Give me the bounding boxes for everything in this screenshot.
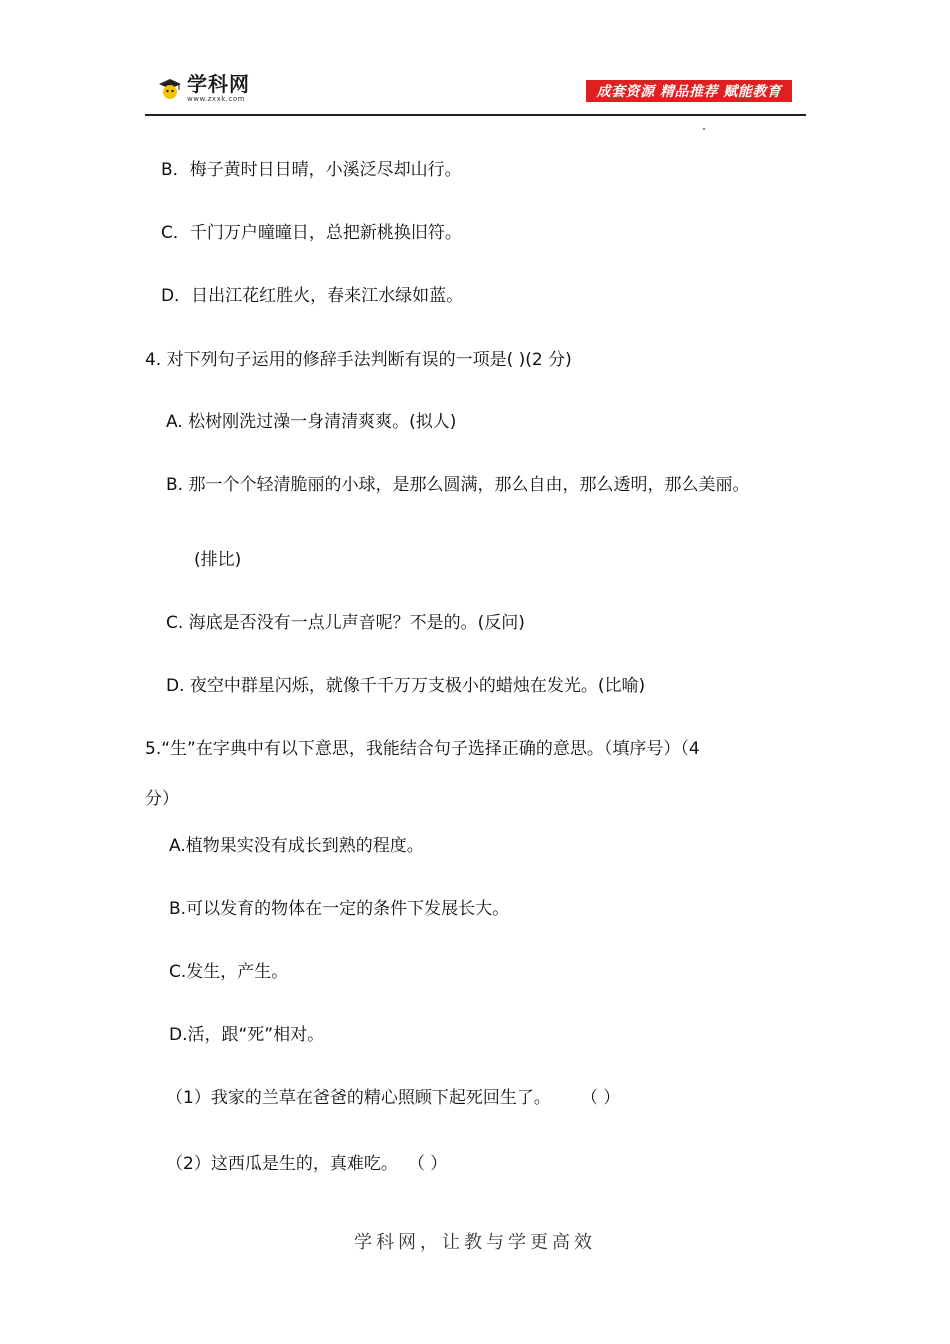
q5-sentence-1-text: （1）我家的兰草在爸爸的精心照顾下起死回生了。 bbox=[166, 1088, 551, 1108]
q5-stem-line2: 分） bbox=[145, 789, 179, 809]
q4-option-a: A. 松树刚洗过澡一身清清爽爽。(拟人) bbox=[166, 412, 457, 432]
q5-answer-blank-2[interactable]: （ ） bbox=[407, 1154, 448, 1174]
q5-meaning-a: A.植物果实没有成长到熟的程度。 bbox=[169, 836, 424, 856]
q5-sentence-1 bbox=[166, 1086, 620, 1110]
q4-stem: 4. 对下列句子运用的修辞手法判断有误的一项是( )(2 分) bbox=[145, 350, 572, 370]
q4-option-b: B. 那一个个轻清脆丽的小球，是那么圆满，那么自由，那么透明，那么美丽。 bbox=[166, 475, 750, 495]
page-footer: 学科网，让教与学更高效 bbox=[354, 1232, 596, 1253]
q4-option-d: D. 夜空中群星闪烁，就像千千万万支极小的蜡烛在发光。(比喻) bbox=[166, 676, 646, 696]
header-divider bbox=[145, 114, 806, 116]
q3-option-d: D．日出江花红胜火，春来江水绿如蓝。 bbox=[161, 286, 464, 306]
q3-option-c: C．千门万户曈曈日，总把新桃换旧符。 bbox=[161, 223, 462, 243]
q5-answer-blank-1[interactable]: （ ） bbox=[580, 1088, 621, 1108]
q5-sentence-2-text: （2）这西瓜是生的，真难吃。 bbox=[166, 1154, 398, 1174]
q3-option-b: B．梅子黄时日日晴，小溪泛尽却山行。 bbox=[161, 160, 462, 180]
q5-sentence-2 bbox=[166, 1152, 447, 1176]
logo-url: www.zxxk.com bbox=[187, 95, 245, 103]
q5-stem-line1: 5.“生”在字典中有以下意思，我能结合句子选择正确的意思。（填序号）（4 bbox=[145, 739, 700, 759]
q4-option-c: C. 海底是否没有一点儿声音呢？不是的。(反问) bbox=[166, 613, 525, 633]
mascot-icon bbox=[157, 76, 183, 102]
q4-option-b-note: (排比) bbox=[194, 550, 242, 570]
logo-text: 学科网 bbox=[187, 72, 250, 96]
header-dot bbox=[703, 128, 705, 130]
q5-meaning-d: D.活，跟“死”相对。 bbox=[169, 1025, 325, 1045]
slogan-banner: 成套资源 精品推荐 赋能教育 bbox=[586, 80, 792, 102]
site-logo[interactable] bbox=[157, 74, 250, 103]
q5-meaning-c: C.发生，产生。 bbox=[169, 962, 289, 982]
q5-meaning-b: B.可以发育的物体在一定的条件下发展长大。 bbox=[169, 899, 510, 919]
